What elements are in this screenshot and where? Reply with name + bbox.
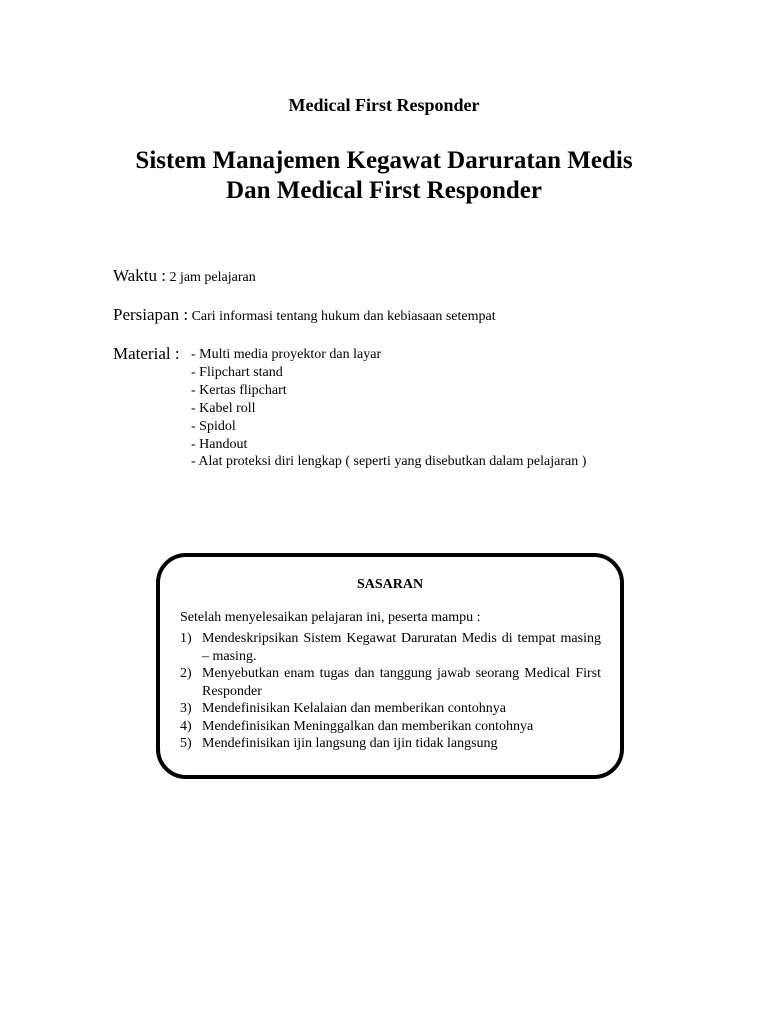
goal-text: Mendefinisikan ijin langsung dan ijin tidak langsung [202,736,498,751]
material-item: - Spidol [191,418,236,434]
sasaran-goal-item [180,718,601,736]
material-label: Material : [113,344,180,363]
goal-number: 5) [180,736,192,751]
persiapan-label: Persiapan : [113,305,189,324]
persiapan-value: Cari informasi tentang hukum dan kebiasaan setempat [191,309,496,324]
waktu-field [113,266,256,286]
material-item: - Alat proteksi diri lengkap ( seperti yang disebutkan dalam pelajaran ) [191,454,587,470]
material-item: - Multi media proyektor dan layar [191,347,382,362]
page-title-line-1: Sistem Manajemen Kegawat Daruratan Medis [135,147,633,174]
page-header: Medical First Responder [288,95,480,115]
goal-text: Mendeskripsikan Sistem Kegawat Daruratan Medis di tempat masing – masing. [202,631,601,664]
material-item: - Kabel roll [191,400,256,416]
sasaran-goal-item [180,735,601,753]
goal-number: 1) [180,631,192,646]
sasaran-goal-list [180,630,601,753]
persiapan-field [113,305,496,325]
sasaran-box [156,553,624,779]
goal-number: 2) [180,666,192,681]
goal-text: Menyebutkan enam tugas dan tanggung jawab seorang Medical First Responder [202,666,601,699]
goal-text: Mendefinisikan Kelalaian dan memberikan contohnya [202,701,507,716]
waktu-value: 2 jam pelajaran [169,270,256,285]
page-title-line-2: Dan Medical First Responder [226,177,542,204]
sasaran-goal-item [180,700,601,718]
material-item: - Flipchart stand [191,364,283,380]
page-title [0,146,768,206]
goal-number: 3) [180,701,192,716]
goal-number: 4) [180,718,192,734]
waktu-label: Waktu : [113,266,166,285]
sasaran-intro: Setelah menyelesaikan pelajaran ini, peserta mampu : [180,610,481,625]
sasaran-title: SASARAN [356,577,424,592]
material-list [191,346,586,471]
material-item: - Kertas flipchart [191,382,287,398]
goal-text: Mendefinisikan Meninggalkan dan memberikan contohnya [202,718,534,734]
material-item: - Handout [191,436,248,452]
sasaran-goal-item [180,630,601,665]
sasaran-goal-item [180,665,601,700]
